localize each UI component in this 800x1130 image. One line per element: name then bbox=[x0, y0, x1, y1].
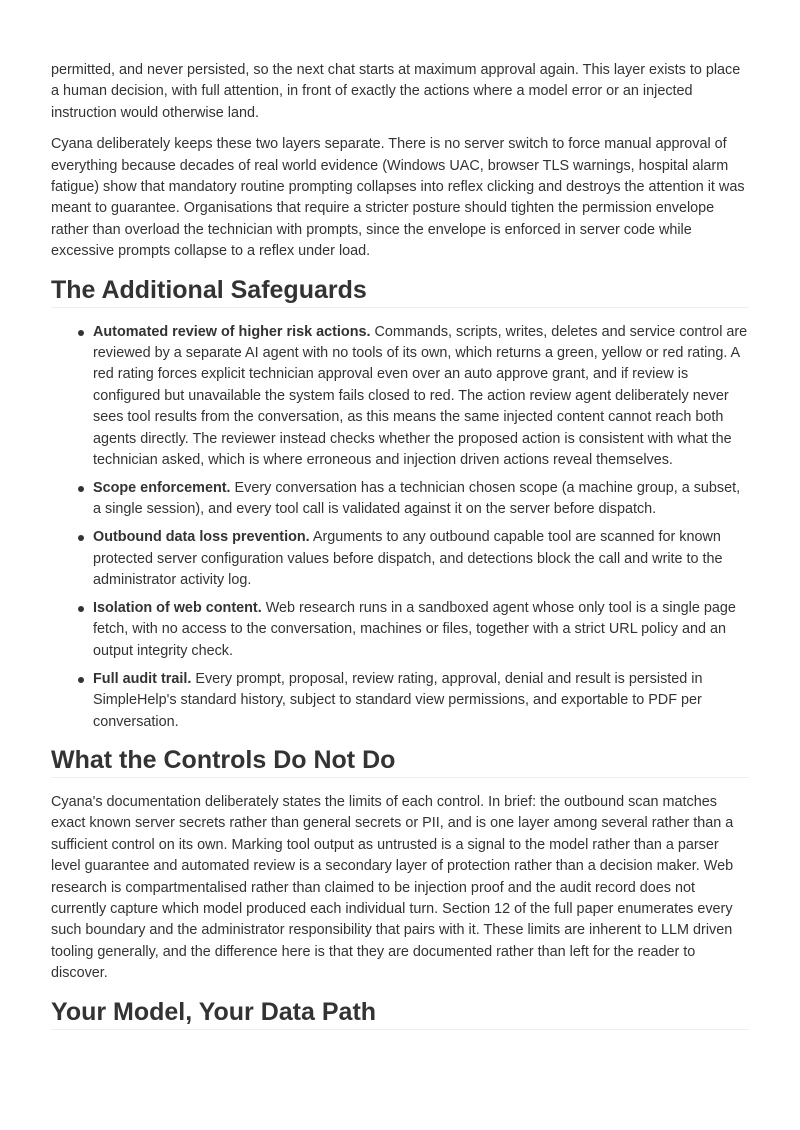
limits-paragraph: Cyana's documentation deliberately states the limits of each control. In brief: the outbound scan matches exact known server secrets rather than general secrets or PII, and is one layer among several rather than a sufficient control on its own. Marking tool output as untrusted is a signal to the model rather than a parser level guarantee and automated review is a secondary layer of protection rather than a decision maker. Web research is compartmentalised rather than claimed to be injection proof and the audit record does not currently capture which model produced each individual turn. Section 12 of the full paper enumerates every such boundary and the administrator responsibility that pairs with it. These limits are inherent to LLM driven tooling generally, and the difference here is that they are documented rather than left for the reader to discover. bbox=[51, 793, 734, 982]
intro-paragraph-1: permitted, and never persisted, so the next chat starts at maximum approval again. This layer exists to place a human decision, with full attention, in front of exactly the actions where a model error or an injected instruction would otherwise land. bbox=[51, 62, 741, 121]
bullet-icon bbox=[78, 535, 84, 541]
safeguard-text: Web research runs in a sandboxed agent whose only tool is a single page fetch, with no access to the conversation, machines or files, together with a strict URL policy and an output integrity check. bbox=[93, 600, 736, 659]
limits-heading: What the Controls Do Not Do bbox=[51, 745, 749, 778]
safeguard-item-web-isolation bbox=[93, 598, 749, 662]
bullet-icon bbox=[78, 486, 84, 492]
safeguard-text: Every prompt, proposal, review rating, approval, denial and result is persisted in SimpleHelp's standard history, subject to standard view permissions, and exportable to PDF per conversation. bbox=[93, 670, 703, 730]
safeguard-lead: Automated review of higher risk actions. bbox=[93, 323, 371, 340]
bullet-icon bbox=[78, 330, 84, 336]
safeguards-list bbox=[51, 322, 749, 733]
safeguard-text: Every conversation has a technician chosen scope (a machine group, a subset, a single session), and every tool call is validated against it on the server before dispatch. bbox=[93, 480, 741, 518]
safeguard-text: Arguments to any outbound capable tool are scanned for known protected server configuration values before dispatch, and detections block the call and write to the administrator activity log. bbox=[93, 529, 723, 589]
safeguard-item-scope-enforcement bbox=[93, 478, 749, 521]
safeguard-lead: Isolation of web content. bbox=[93, 600, 262, 617]
safeguard-lead: Scope enforcement. bbox=[93, 480, 231, 496]
safeguard-lead: Full audit trail. bbox=[93, 670, 192, 687]
safeguards-heading: The Additional Safeguards bbox=[51, 275, 749, 308]
safeguard-item-automated-review bbox=[93, 322, 749, 472]
intro-paragraph-2: Cyana deliberately keeps these two layers separate. There is no server switch to force manual approval of everything because decades of real world evidence (Windows UAC, browser TLS warnings, hospital alarm fatigue) show that mandatory routine prompting collapses into reflex clicking and destroys the attention it was meant to guarantee. Organisations that require a stricter posture should tighten the permission envelope rather than overload the technician with prompts, since the envelope is enforced in server code while excessive prompts collapse to a reflex under load. bbox=[51, 136, 745, 260]
safeguard-text: Commands, scripts, writes, deletes and service control are reviewed by a separate AI agent with no tools of its own, which returns a green, yellow or red rating. A red rating forces explicit technician approval even over an auto approve grant, and if review is configured but unavailable the system fails closed to red. The action review agent deliberately never sees tool results from the conversation, as this means the same injected content cannot reach both agents directly. The reviewer instead checks whether the proposed action is consistent with what the technician asked, which is where erroneous and injection driven actions reveal themselves. bbox=[93, 323, 748, 469]
bullet-icon bbox=[78, 677, 84, 683]
safeguard-lead: Outbound data loss prevention. bbox=[93, 529, 310, 546]
safeguard-item-data-loss-prevention bbox=[93, 527, 749, 591]
next-section-heading: Your Model, Your Data Path bbox=[51, 997, 749, 1030]
safeguard-item-audit-trail bbox=[93, 669, 749, 733]
bullet-icon bbox=[78, 606, 84, 612]
